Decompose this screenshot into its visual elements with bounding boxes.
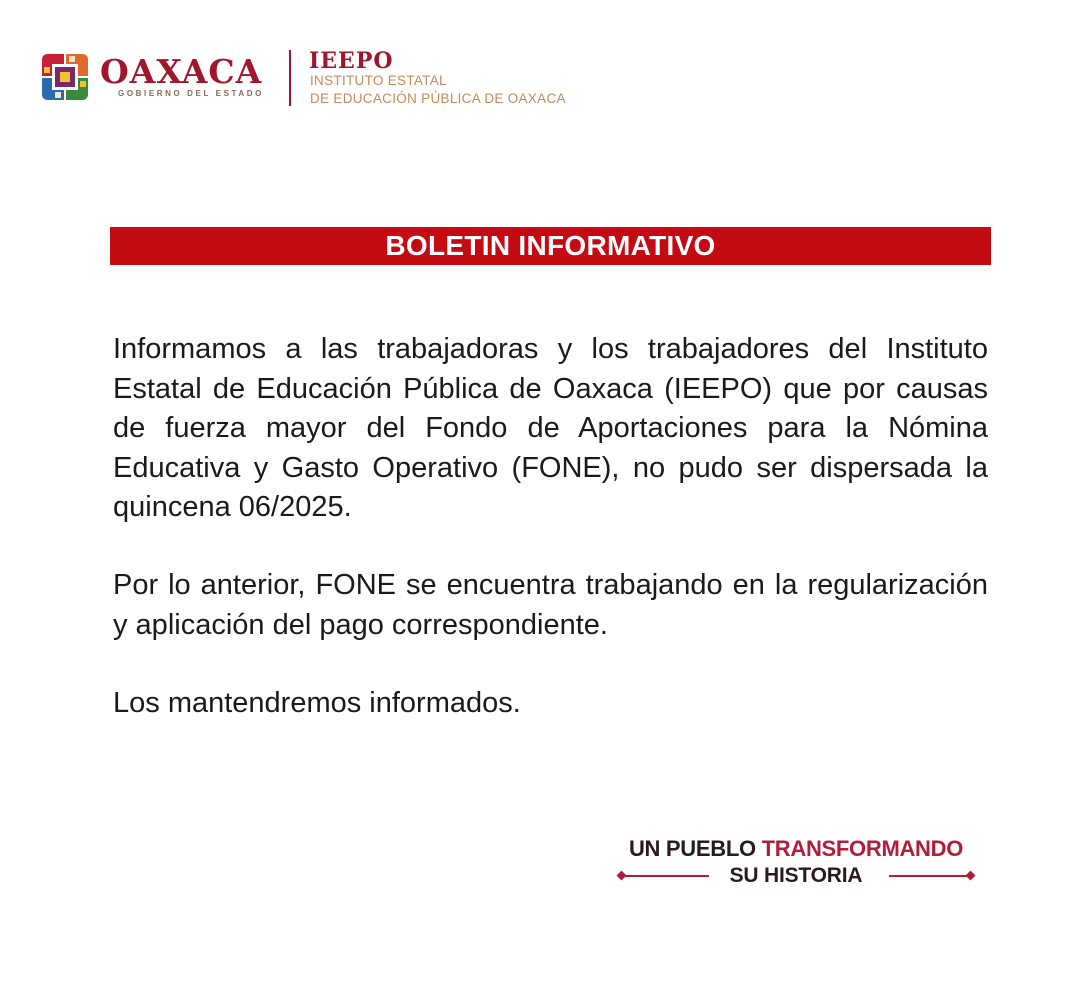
institute-name-line2: DE EDUCACIÓN PÚBLICA DE OAXACA xyxy=(310,91,566,106)
oaxaca-state-emblem-icon xyxy=(38,50,92,104)
slogan-line1 xyxy=(615,836,977,862)
institute-name-line1: INSTITUTO ESTATAL xyxy=(310,73,447,88)
slogan-right-rule xyxy=(889,875,969,877)
gobierno-del-estado-label: GOBIERNO DEL ESTADO xyxy=(118,89,265,98)
bulletin-paragraph-1: Informamos a las trabajadoras y los trabajadores del Instituto Estatal de Educación Pública de Oaxaca (IEEPO) que por causas de fuerza mayor del Fondo de Aportaciones para la Nómina Educativa y Gasto Operativo (FONE), no pudo ser dispersada la quincena 06/2025. xyxy=(113,333,988,523)
slogan-line2: SU HISTORIA xyxy=(729,864,863,887)
slogan-part1: UN PUEBLO xyxy=(628,836,762,861)
bulletin-paragraph-3: Los mantendremos informados. xyxy=(113,687,521,719)
bulletin-title-banner: BOLETIN INFORMATIVO xyxy=(110,227,991,265)
slogan xyxy=(615,836,977,892)
ieepo-wordmark: IEEPO xyxy=(309,48,394,74)
header xyxy=(38,46,638,110)
slogan-part2: TRANSFORMANDO xyxy=(761,836,964,861)
bulletin-paragraph-2: Por lo anterior, FONE se encuentra trabajando en la regularización y aplicación del pago correspondiente. xyxy=(113,569,988,641)
oaxaca-wordmark: OAXACA xyxy=(100,52,263,91)
header-divider xyxy=(289,50,291,106)
